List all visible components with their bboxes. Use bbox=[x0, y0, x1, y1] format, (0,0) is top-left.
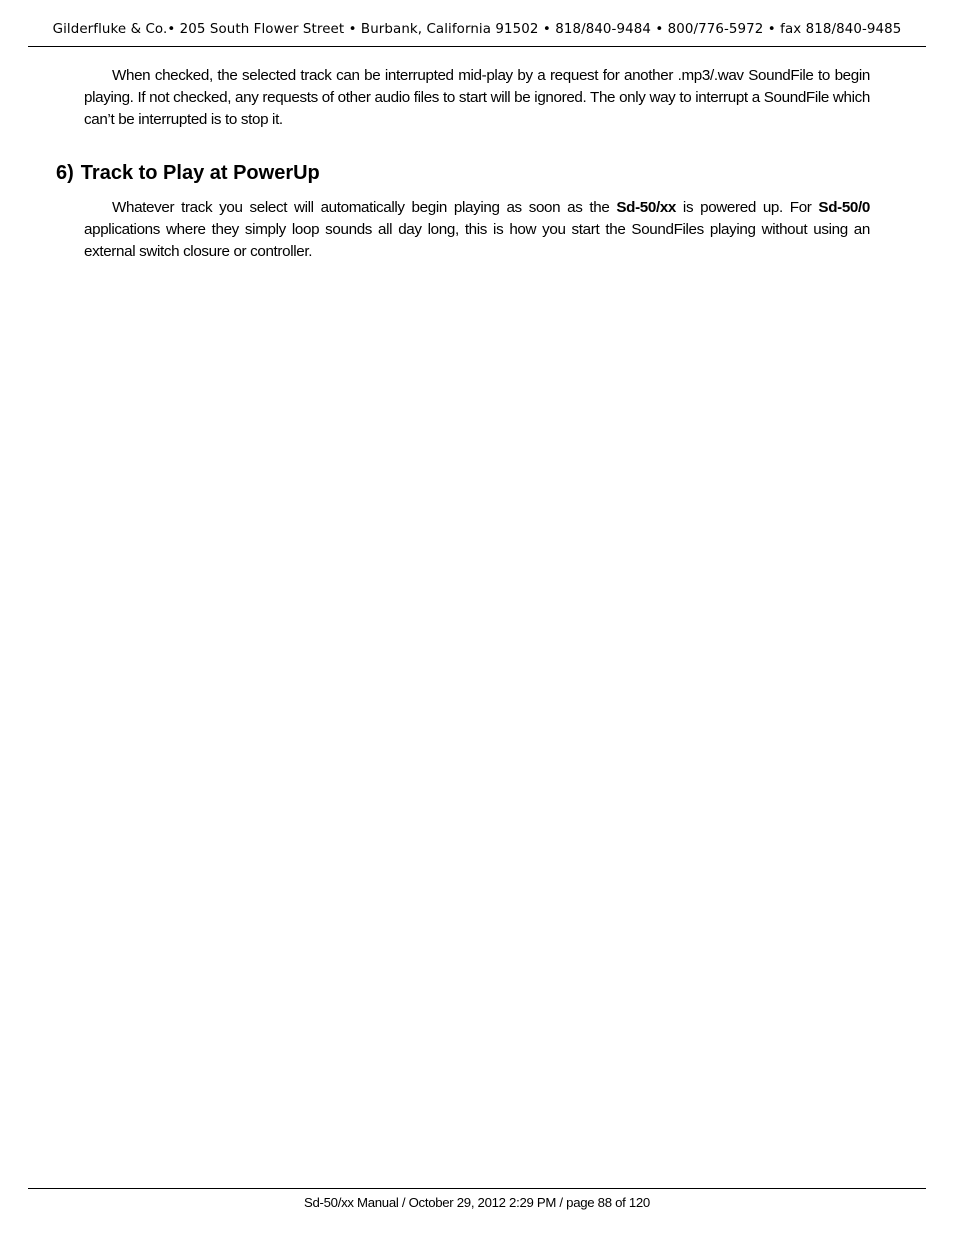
page-header: Gilderfluke & Co.• 205 South Flower Street • Burbank, California 91502 • 818/840-9484 • 800/776-5972 • fax 818/840-9485 bbox=[52, 22, 902, 37]
section-number: 6) bbox=[56, 162, 74, 184]
product-variant-bold: Sd-50/0 bbox=[818, 199, 870, 216]
section-paragraph bbox=[84, 197, 870, 263]
paragraph-text-2: is powered up. For bbox=[676, 199, 819, 216]
section-title: Track to Play at PowerUp bbox=[80, 162, 320, 184]
page-footer: Sd-50/xx Manual / October 29, 2012 2:29 PM / page 88 of 120 bbox=[304, 1195, 650, 1210]
section-heading bbox=[56, 162, 320, 185]
product-name-bold: Sd-50/xx bbox=[616, 199, 677, 216]
paragraph-text-1: Whatever track you select will automatically begin playing as soon as the bbox=[112, 199, 617, 216]
footer-divider bbox=[28, 1188, 926, 1189]
header-divider bbox=[28, 46, 926, 47]
paragraph-text-3: applications where they simply loop sounds all day long, this is how you start the SoundFiles playing without using an external switch closure or controller. bbox=[84, 221, 870, 260]
intro-paragraph: When checked, the selected track can be interrupted mid-play by a request for another .mp3/.wav SoundFile to begin playing. If not checked, any requests of other audio files to start will be ignored. The only way to interrupt a SoundFile which can’t be interrupted is to stop it. bbox=[84, 67, 870, 128]
